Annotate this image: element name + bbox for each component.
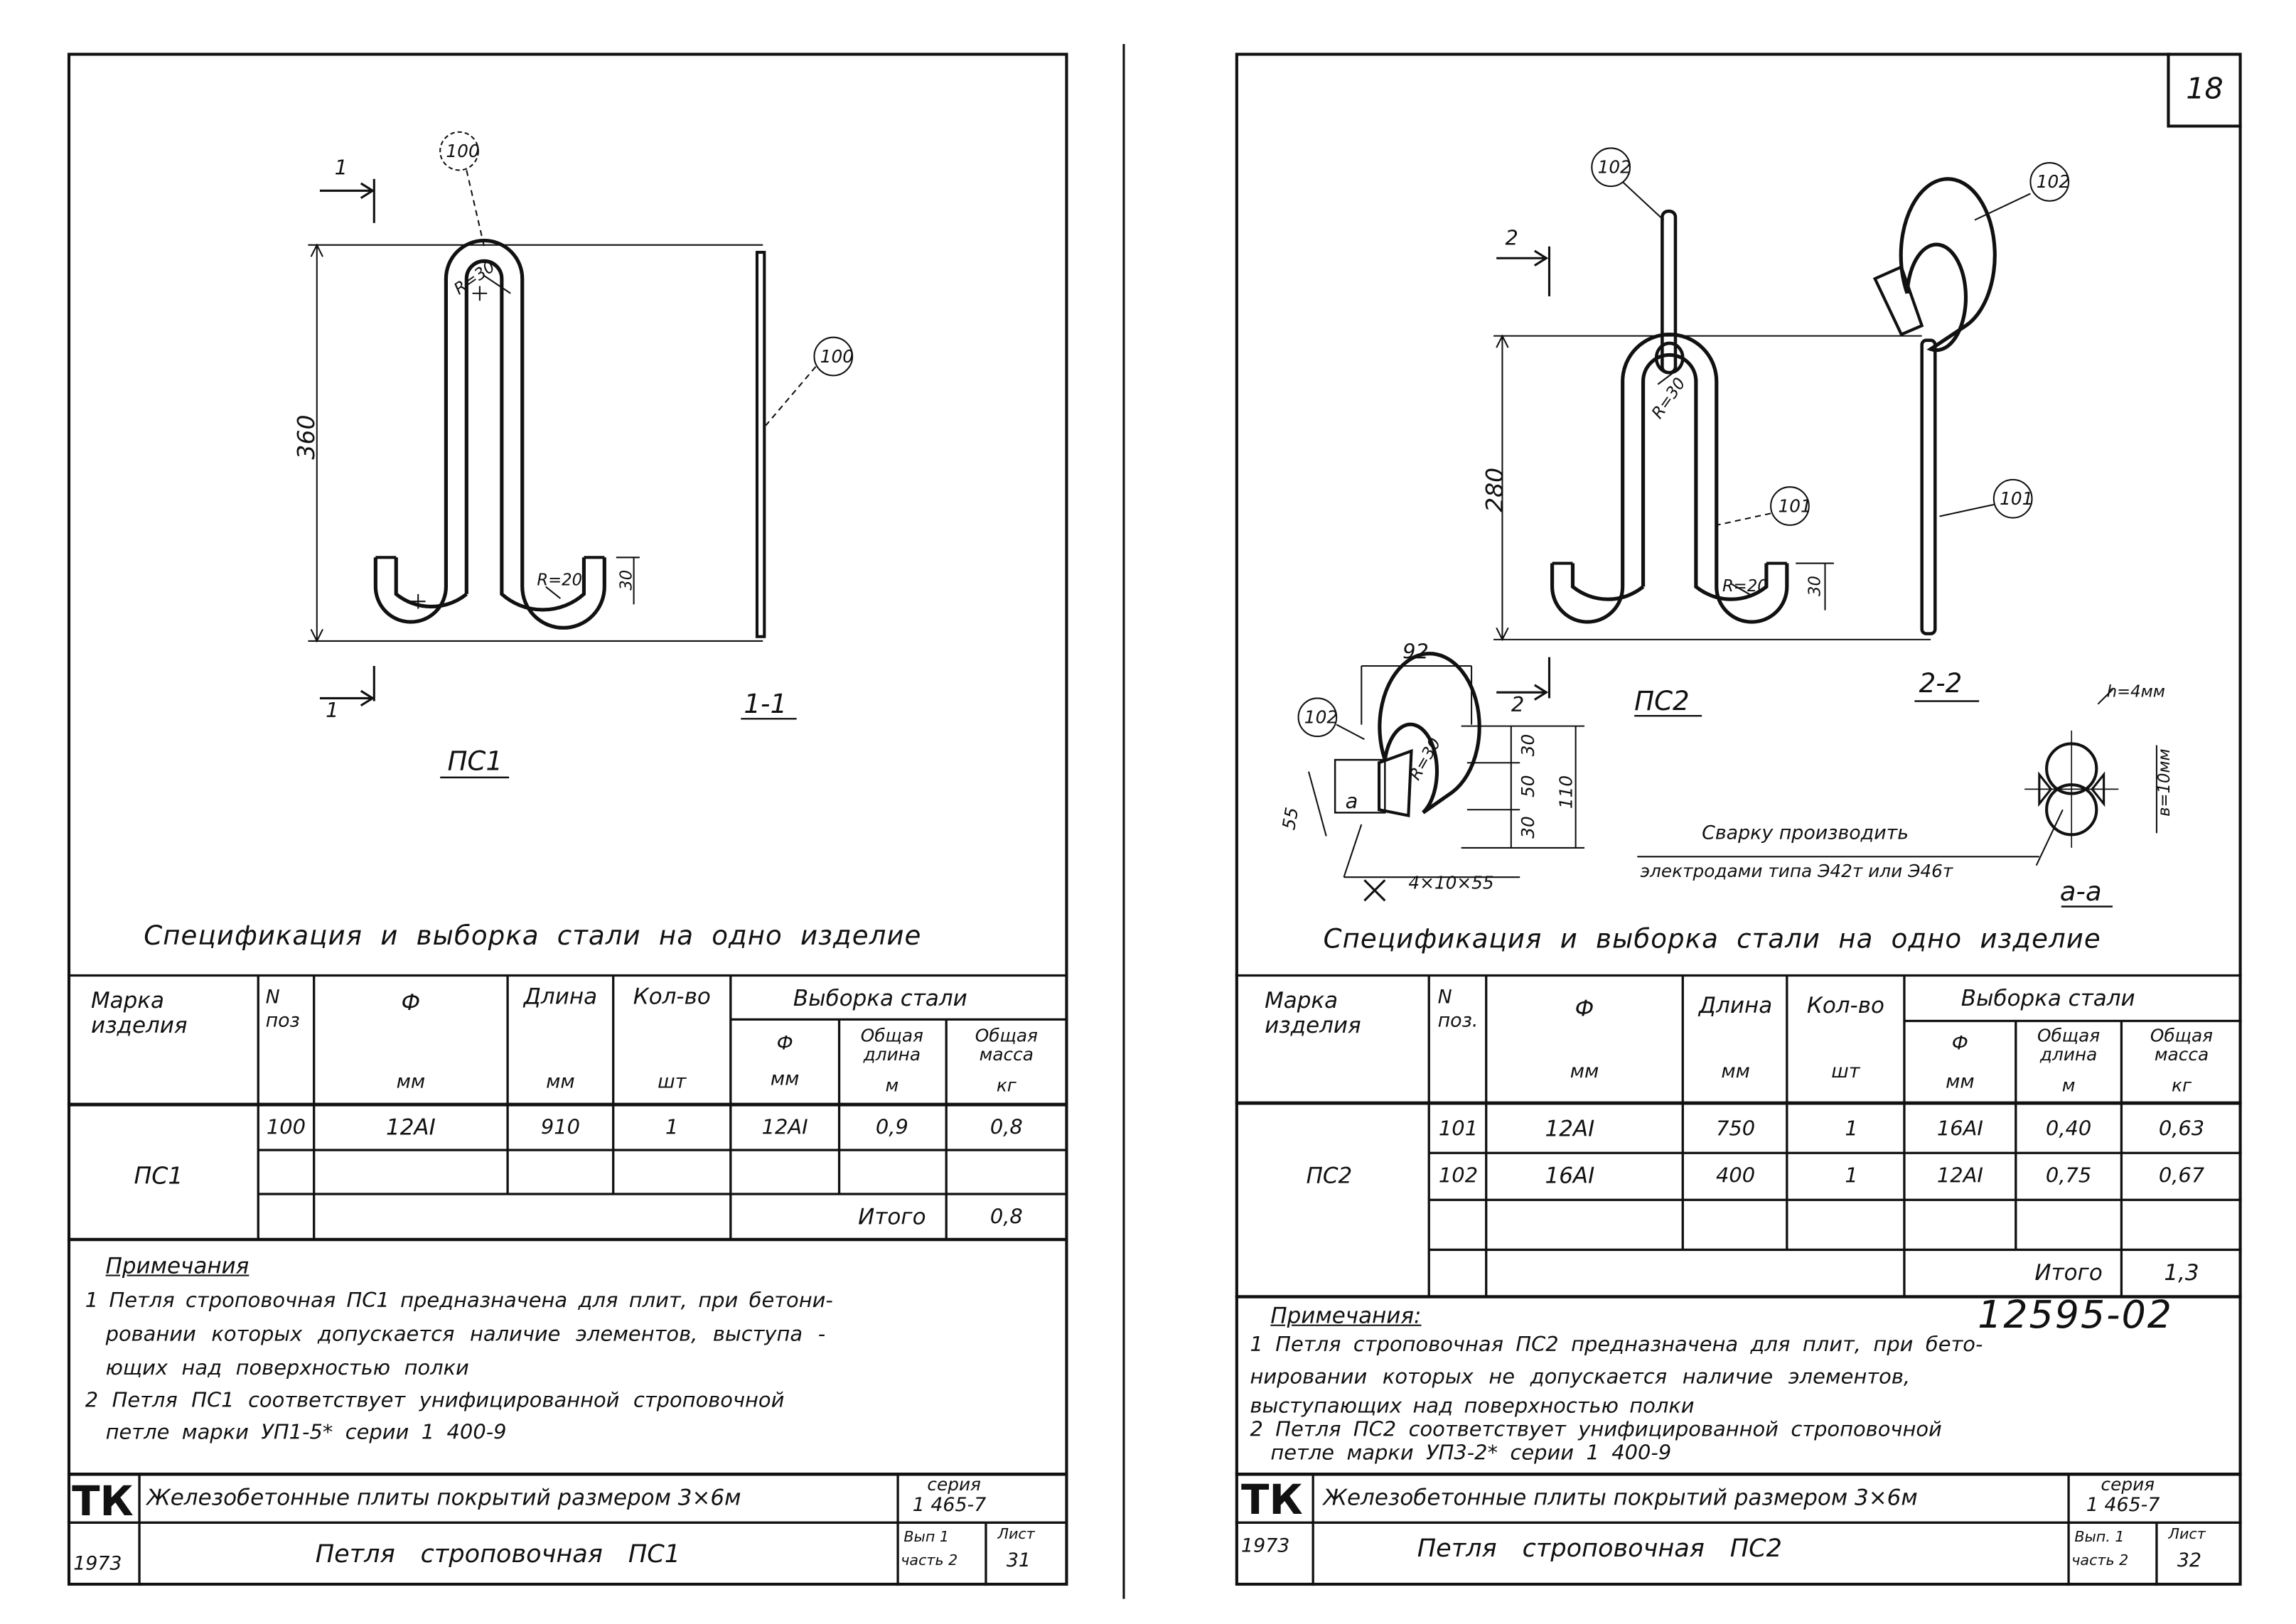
right-note-line-3: выступающих над поверхностью полки — [1250, 1394, 1695, 1419]
ring-dim-total: 110 — [1555, 775, 1577, 810]
ring-dim-side: 55 — [1278, 805, 1303, 832]
right-h-qty-unit: шт — [1831, 1061, 1860, 1084]
right-page-number: 18 — [2186, 70, 2223, 106]
left-stamp-sheet-label: Лист — [997, 1527, 1035, 1544]
left-row-s-len: 0,9 — [875, 1116, 908, 1140]
ps1-radius-top: R=30 — [450, 257, 499, 299]
ps2-dim-hook: 30 — [1805, 576, 1825, 596]
left-h-s-len: Общая длина — [860, 1025, 923, 1065]
left-note-line-1: 1 Петля строповочная ПС1 предназначена для плит, при бетони- — [85, 1289, 833, 1313]
left-row-length: 910 — [540, 1116, 580, 1140]
ring-dim-b: 50 — [1518, 775, 1539, 798]
left-mark-value: ПС1 — [134, 1161, 183, 1190]
right-row2-pos: 102 — [1438, 1164, 1479, 1188]
left-note-line-2: ровании которых допускается наличие элементов, выступа - — [105, 1323, 826, 1347]
right-spec-title: Спецификация и выборка стали на одно изделие — [1323, 924, 2101, 955]
right-stamp-series-number: 1 465-7 — [2086, 1495, 2160, 1517]
right-total-value: 1,3 — [2164, 1259, 2199, 1286]
left-h-length-unit: мм — [546, 1071, 575, 1094]
weld-h: h=4мм — [2106, 682, 2165, 701]
right-stamp-series-title: Железобетонные плиты покрытий размером 3×6м — [1323, 1484, 1918, 1511]
left-note-line-3: ющих над поверхностью полки — [105, 1357, 469, 1381]
right-h-dia: Ф — [1575, 995, 1594, 1022]
ps2-radius-top: R=30 — [1648, 374, 1690, 423]
right-stamp-issue-a: Вып. 1 — [2074, 1529, 2125, 1547]
right-stamp-tk: ТК — [1241, 1475, 1303, 1524]
ps2-dim-height: 280 — [1481, 467, 1509, 512]
right-stamp-year: 1973 — [1241, 1535, 1290, 1558]
ps1-section-view-label: 1-1 — [744, 689, 788, 721]
right-h-qty: Кол-во — [1806, 992, 1884, 1019]
right-h-length: Длина — [1698, 992, 1773, 1019]
right-stamp-sheet-label: Лист — [2168, 1527, 2206, 1544]
right-notes-title: Примечания: — [1270, 1302, 1422, 1329]
left-spec-title: Спецификация и выборка стали на одно изделие — [144, 921, 922, 952]
ps1-dim-height: 360 — [292, 414, 321, 460]
right-stamp-issue-b: часть 2 — [2071, 1553, 2129, 1570]
right-row2-length: 400 — [1716, 1164, 1756, 1188]
right-note-line-5: петле марки УП3-2* серии 1 400-9 — [1270, 1441, 1672, 1466]
left-h-dia: Ф — [401, 989, 421, 1016]
left-h-mark: Марка изделия — [90, 987, 188, 1038]
left-h-pos: N поз — [265, 987, 300, 1033]
right-h-s-dia: Ф — [1951, 1033, 1968, 1055]
left-stamp-tk: ТК — [72, 1477, 134, 1526]
right-h-dia-unit: мм — [1570, 1061, 1599, 1084]
right-stamp-series-label: серия — [2101, 1474, 2155, 1495]
left-h-length: Длина — [523, 983, 598, 1010]
ps2-section-view-label: 2-2 — [1919, 669, 1963, 700]
right-h-steel: Выборка стали — [1960, 984, 2135, 1012]
right-row1-dia: 12АI — [1545, 1115, 1595, 1142]
ps1-product-label: ПС1 — [447, 746, 503, 778]
ps1-section-mark-top: 1 — [334, 156, 348, 181]
ps2-radius-bottom: R=20 — [1722, 576, 1768, 596]
left-row-s-dia: 12АI — [761, 1116, 808, 1140]
right-row2-s-mass: 0,67 — [2158, 1164, 2205, 1188]
ps2-callout-top-left: 102 — [1597, 156, 1631, 178]
left-stamp-sheet-number: 31 — [1006, 1550, 1031, 1573]
ps2-section-mark-bottom: 2 — [1511, 694, 1525, 718]
left-h-s-dia-unit: мм — [770, 1068, 800, 1091]
ps2-section-mark-top: 2 — [1505, 227, 1518, 251]
right-h-pos: N поз. — [1437, 987, 1479, 1033]
ps1-callout-top: 100 — [446, 141, 480, 162]
left-row-pos: 100 — [266, 1116, 306, 1140]
right-h-s-mass: Общая масса — [2150, 1025, 2214, 1065]
right-note-line-1: 1 Петля строповочная ПС2 предназначена для плит, при бето- — [1250, 1333, 1983, 1357]
ps1-radius-bottom: R=20 — [537, 570, 583, 590]
right-h-s-len: Общая длина — [2037, 1025, 2101, 1065]
right-row2-s-dia: 12АI — [1936, 1164, 1983, 1188]
right-row2-qty: 1 — [1845, 1164, 1858, 1188]
ring-callout: 102 — [1304, 706, 1339, 728]
left-note-line-5: петле марки УП1-5* серии 1 400-9 — [105, 1421, 507, 1445]
right-note-line-4: 2 Петля ПС2 соответствует унифицированной строповочной — [1250, 1418, 1942, 1442]
left-stamp-series-number: 1 465-7 — [912, 1495, 987, 1517]
ring-plate-size: 4×10×55 — [1408, 873, 1494, 893]
ps2-callout-right: 101 — [2000, 488, 2034, 510]
left-h-qty: Кол-во — [633, 983, 711, 1010]
right-row1-length: 750 — [1716, 1117, 1756, 1141]
ps1-dim-hook: 30 — [616, 569, 636, 591]
right-row1-pos: 101 — [1438, 1117, 1479, 1141]
right-row1-qty: 1 — [1845, 1117, 1858, 1141]
weld-note-2: электродами типа Э42т или Э46т — [1640, 861, 1953, 882]
right-total-label: Итого — [2034, 1259, 2103, 1286]
section-aa-label: а-а — [2059, 877, 2102, 908]
right-row2-s-len: 0,75 — [2045, 1164, 2092, 1188]
left-h-steel: Выборка стали — [793, 984, 967, 1012]
right-row1-s-dia: 16АI — [1936, 1117, 1983, 1141]
left-total-value: 0,8 — [989, 1205, 1023, 1230]
right-stamp-sheet-number: 32 — [2177, 1550, 2201, 1573]
right-doc-number: 12595-02 — [1978, 1294, 2174, 1338]
left-h-dia-unit: мм — [396, 1071, 426, 1094]
left-row-qty: 1 — [665, 1116, 679, 1140]
right-h-s-dia-unit: мм — [1946, 1071, 1975, 1094]
right-note-line-2: нировании которых не допускается наличие элементов, — [1250, 1365, 1911, 1389]
left-h-s-len-unit: м — [885, 1075, 899, 1096]
ring-dim-a: 30 — [1518, 733, 1539, 757]
ps1-callout-right: 100 — [820, 346, 854, 367]
left-h-qty-unit: шт — [658, 1071, 687, 1094]
ps2-product-label: ПС2 — [1634, 686, 1690, 718]
left-total-label: Итого — [858, 1203, 926, 1230]
weld-b: в=10мм — [2155, 748, 2174, 817]
right-h-s-len-unit: м — [2061, 1075, 2076, 1096]
ps2-callout-top-right: 102 — [2036, 171, 2070, 193]
right-row1-s-mass: 0,63 — [2158, 1117, 2205, 1141]
left-stamp-part-name: Петля строповочная ПС1 — [315, 1540, 681, 1570]
left-stamp-issue-a: Вып 1 — [903, 1529, 950, 1547]
ring-width: 92 — [1402, 640, 1429, 665]
left-note-line-4: 2 Петля ПС1 соответствует унифицированной строповочной — [85, 1389, 785, 1413]
left-row-dia: 12АI — [386, 1114, 436, 1141]
left-h-s-mass-unit: кг — [996, 1075, 1016, 1096]
right-h-mark: Марка изделия — [1265, 987, 1361, 1038]
ring-dim-c: 30 — [1518, 816, 1539, 839]
right-h-length-unit: мм — [1721, 1061, 1750, 1084]
left-h-s-mass: Общая масса — [975, 1025, 1038, 1065]
ps2-callout-mid: 101 — [1778, 495, 1812, 517]
ring-section-mark: а — [1345, 790, 1358, 814]
right-row2-dia: 16АI — [1545, 1162, 1595, 1189]
ring-radius: R=30 — [1405, 734, 1445, 784]
ps1-section-mark-bottom: 1 — [326, 699, 339, 724]
left-stamp-year: 1973 — [73, 1553, 122, 1576]
left-h-s-dia: Ф — [776, 1033, 793, 1055]
right-stamp-part-name: Петля строповочная ПС2 — [1417, 1534, 1783, 1564]
left-stamp-issue-b: часть 2 — [901, 1553, 958, 1570]
left-stamp-series-title: Железобетонные плиты покрытий размером 3×6м — [146, 1484, 741, 1511]
right-mark-value: ПС2 — [1306, 1162, 1353, 1189]
ps2-left-hook — [1552, 564, 1643, 623]
right-h-s-mass-unit: кг — [2172, 1075, 2192, 1096]
weld-note-1: Сварку производить — [1702, 822, 1909, 845]
left-row-s-mass: 0,8 — [989, 1116, 1023, 1140]
left-notes-title: Примечания — [105, 1252, 250, 1279]
left-stamp-series-label: серия — [927, 1474, 981, 1495]
right-row1-s-len: 0,40 — [2045, 1117, 2092, 1141]
